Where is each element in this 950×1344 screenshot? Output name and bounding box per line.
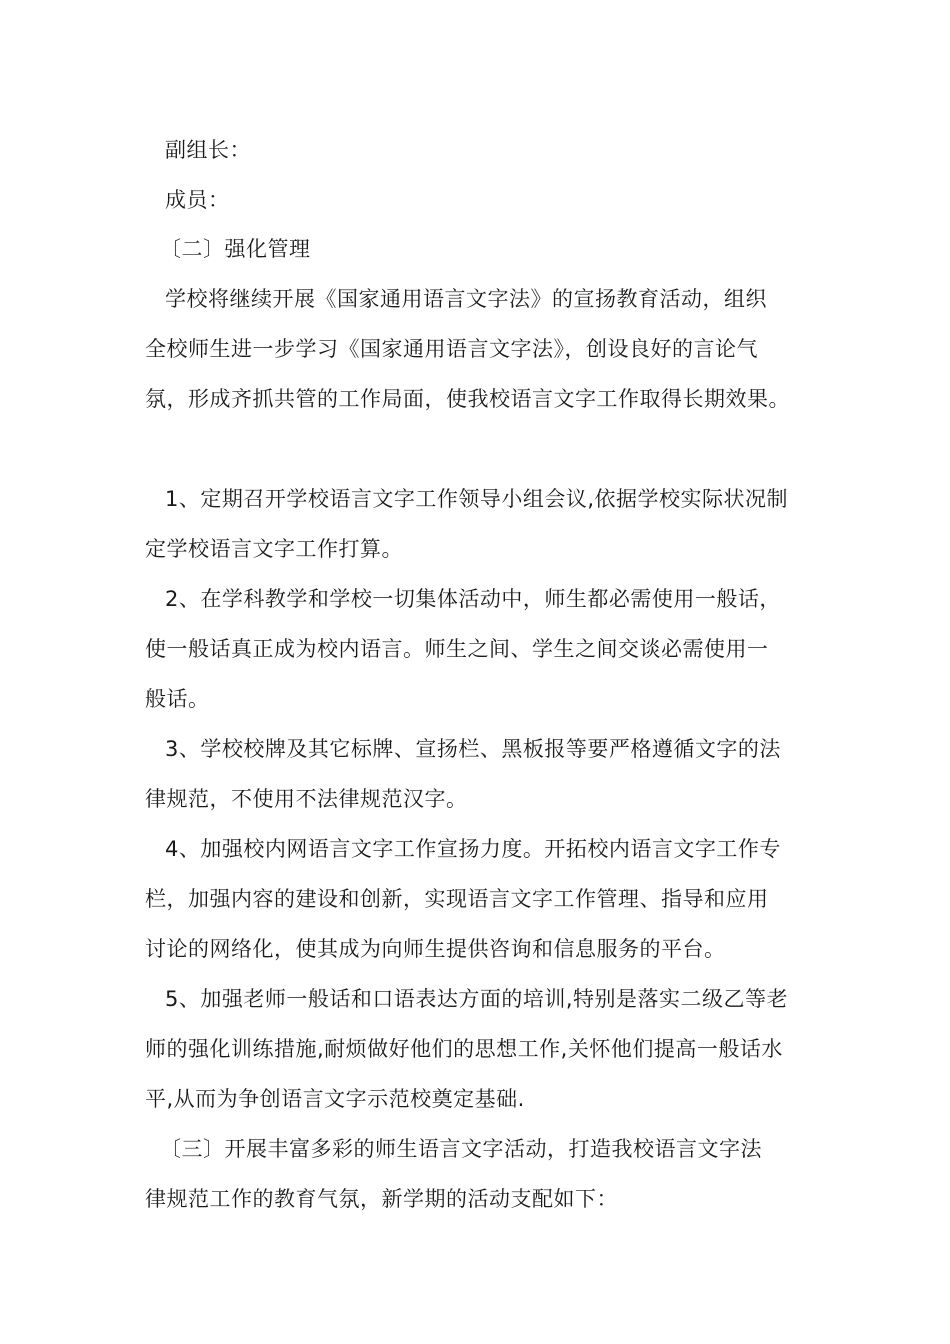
list-item-2-line: 2、在学科教学和学校一切集体活动中，师生都必需使用一般话，: [165, 587, 781, 611]
list-item-4-line: 讨论的网络化，使其成为向师生提供咨询和信息服务的平台。: [145, 937, 726, 961]
list-item-2-line: 使一般话真正成为校内语言。师生之间、学生之间交谈必需使用一: [145, 637, 769, 661]
list-item-5-line: 5、加强老师一般话和口语表达方面的培训,特别是落实二级乙等老: [165, 987, 789, 1011]
list-item-1-line: 1、定期召开学校语言文字工作领导小组会议,依据学校实际状况制: [165, 487, 789, 511]
list-item-4-line: 4、加强校内网语言文字工作宣扬力度。开拓校内语言文字工作专: [165, 837, 781, 861]
list-item-5-line: 师的强化训练措施,耐烦做好他们的思想工作,关怀他们提高一般话水: [145, 1037, 783, 1061]
list-item-3-line: 3、学校校牌及其它标牌、宣扬栏、黑板报等要严格遵循文字的法: [165, 737, 781, 761]
paragraph-line: 学校将继续开展《国家通用语言文字法》的宣扬教育活动，组织: [165, 287, 767, 311]
list-item-5-line: 平,从而为争创语言文字示范校奠定基础.: [145, 1087, 525, 1111]
list-item-3-line: 律规范，不使用不法律规范汉字。: [145, 787, 468, 811]
paragraph-line: 氛，形成齐抓共管的工作局面，使我校语言文字工作取得长期效果。: [145, 387, 790, 411]
paragraph-line: 全校师生进一步学习《国家通用语言文字法》，创设良好的言论气: [145, 337, 758, 361]
section-heading-3-line: 律规范工作的教育气氛，新学期的活动支配如下：: [145, 1187, 618, 1211]
vice-leader-line: 副组长：: [165, 138, 251, 162]
section-heading-2: 〔二〕强化管理: [160, 237, 311, 261]
list-item-4-line: 栏，加强内容的建设和创新，实现语言文字工作管理、指导和应用: [145, 887, 769, 911]
list-item-1-line: 定学校语言文字工作打算。: [145, 537, 403, 561]
list-item-2-line: 般话。: [145, 687, 210, 711]
section-heading-3-line: 〔三〕开展丰富多彩的师生语言文字活动，打造我校语言文字法: [160, 1137, 762, 1161]
members-line: 成员：: [165, 188, 230, 212]
